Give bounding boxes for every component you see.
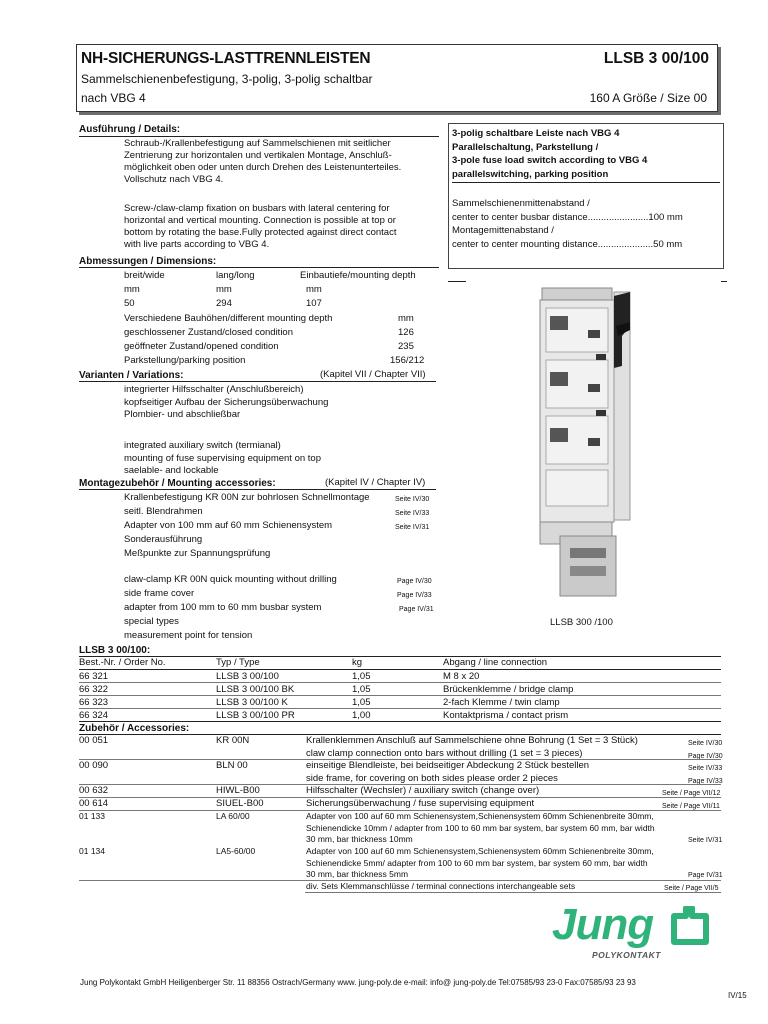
- mount-page: Page IV/33: [397, 592, 432, 599]
- order-table-heading: LLSB 3 00/100:: [79, 645, 151, 656]
- order-type: LLSB 3 00/100 PR: [216, 710, 295, 721]
- mount-page: Seite IV/33: [395, 510, 430, 517]
- mount-page: Seite IV/30: [395, 496, 430, 503]
- order-kg: 1,00: [352, 710, 371, 721]
- height-value: 126: [398, 327, 414, 338]
- col-header-order-no: Best.-Nr. / Order No.: [79, 657, 166, 668]
- text-line: kopfseitiger Aufbau der Sicherungsüberwachung: [124, 396, 329, 408]
- acc-type: HIWL-B00: [216, 785, 260, 796]
- header-box: [76, 44, 718, 112]
- acc-line: 30 mm, bar thickness 10mm: [306, 834, 413, 844]
- text-line: Montagemittenabstand /: [452, 225, 554, 236]
- col-header-connection: Abgang / line connection: [443, 657, 548, 668]
- height-label: Parkstellung/parking position: [124, 355, 246, 366]
- info-distances: [452, 197, 683, 251]
- text-line: 3-pole fuse load switch according to VBG 4: [452, 155, 648, 166]
- acc-line: div. Sets Klemmanschlüsse / terminal connections interchangeable sets: [306, 881, 576, 891]
- col-header-kg: kg: [352, 657, 363, 668]
- height-value: 156/212: [390, 355, 425, 366]
- acc-no: 00 090: [79, 760, 109, 771]
- acc-line: einseitige Blendleiste, bei beidseitiger Abdeckung 2 Stück bestellen: [306, 760, 590, 771]
- mount-item: Krallenbefestigung KR 00N zur bohrlosen Schnellmontage: [124, 492, 370, 503]
- execution-heading: Ausführung / Details:: [79, 124, 181, 135]
- acc-line: Adapter von 100 auf 60 mm Schienensystem,Schienensystem 60mm Schienenbreite 30mm,: [306, 811, 654, 821]
- text-line: bottom by rotating the base.Fully protected against direct contact: [124, 227, 397, 238]
- text-line: parallelswitching, parking position: [452, 168, 609, 180]
- variants-ref: (Kapitel VII / Chapter VII): [320, 369, 426, 380]
- variants-en: [124, 440, 321, 478]
- dim-unit: mm: [306, 284, 322, 295]
- acc-page: Seite / Page VII/11: [662, 803, 720, 810]
- text-line: 3-polig schaltbare Leiste nach VBG 4: [452, 128, 620, 139]
- subtitle-1: Sammelschienenbefestigung, 3-polig, 3-polig schaltbar: [81, 72, 373, 86]
- acc-page: Seite / Page VII/5: [664, 885, 719, 892]
- product-caption: LLSB 300 /100: [550, 617, 613, 628]
- mounting-ref: (Kapitel IV / Chapter IV): [325, 477, 426, 488]
- acc-page: Seite IV/30: [688, 740, 723, 747]
- mount-item: seitl. Blendrahmen: [124, 506, 203, 517]
- acc-type: BLN 00: [216, 760, 248, 771]
- mount-page: Page IV/31: [399, 606, 434, 613]
- product-image: [530, 286, 650, 602]
- acc-no: 01 133: [79, 811, 105, 821]
- dim-header-wide: breit/wide: [124, 270, 165, 281]
- logo-tagline: POLYKONTAKT: [592, 950, 661, 960]
- mounting-heading: Montagezubehör / Mounting accessories:: [79, 478, 276, 489]
- mount-item: special types: [124, 616, 179, 627]
- text-line: center to center busbar distance.......................100 mm: [452, 211, 683, 223]
- mount-item: Meßpunkte zur Spannungsprüfung: [124, 548, 271, 559]
- execution-en: [124, 203, 397, 251]
- height-label: geschlossener Zustand/closed condition: [124, 327, 293, 338]
- size-label: 160 A Größe / Size 00: [589, 91, 707, 105]
- variants-de: [124, 384, 328, 422]
- order-type: LLSB 3 00/100 BK: [216, 684, 295, 695]
- text-line: möglichkeit oben oder unten durch Drehen des Leistenunterteiles.: [124, 162, 402, 173]
- order-kg: 1,05: [352, 684, 371, 695]
- text-line: mounting of fuse supervising equipment on top: [124, 452, 321, 464]
- mount-item: side frame cover: [124, 588, 195, 599]
- variants-heading: Varianten / Variations:: [79, 370, 184, 381]
- mount-item: claw-clamp KR 00N quick mounting without drilling: [124, 574, 337, 585]
- order-kg: 1,05: [352, 671, 371, 682]
- order-connection: 2-fach Klemme / twin clamp: [443, 697, 560, 708]
- height-value: 235: [398, 341, 414, 352]
- accessories-heading: Zubehör / Accessories:: [79, 723, 190, 734]
- mount-page: Seite IV/31: [395, 524, 430, 531]
- order-no: 66 323: [79, 697, 109, 708]
- acc-text: [306, 811, 655, 846]
- logo-wordmark: Jung: [552, 900, 654, 949]
- text-line: horizontal and vertical mounting. Connection is possible at top or: [124, 215, 396, 226]
- dim-value: 107: [306, 298, 322, 309]
- acc-no: 00 051: [79, 735, 109, 746]
- info-title: [452, 127, 647, 181]
- acc-line: Schienendicke 10mm / adapter from 100 to 60 mm bar system, bar system 60 mm, bar width: [306, 822, 655, 833]
- acc-line: side frame, for covering on both sides please order 2 pieces: [306, 773, 558, 784]
- text-line: integrierter Hilfsschalter (Anschlußbereich): [124, 384, 304, 395]
- acc-type: LA 60/00: [216, 811, 250, 821]
- acc-page: Page IV/33: [688, 778, 723, 785]
- text-line: Sammelschienenmittenabstand /: [452, 198, 590, 209]
- mount-item: Adapter von 100 mm auf 60 mm Schienensystem: [124, 520, 333, 531]
- dim-header-long: lang/long: [216, 270, 255, 281]
- product-code: LLSB 3 00/100: [603, 50, 709, 67]
- acc-page: Seite IV/33: [688, 765, 723, 772]
- order-connection: M 8 x 20: [443, 671, 480, 682]
- acc-text: [306, 846, 654, 881]
- logo-mark-icon: [668, 906, 712, 946]
- subtitle-2: nach VBG 4: [81, 91, 146, 105]
- order-connection: Kontaktprisma / contact prism: [443, 710, 569, 721]
- acc-page: Seite IV/31: [688, 837, 723, 844]
- dim-value: 50: [124, 298, 135, 309]
- height-label: Verschiedene Bauhöhen/different mounting depth: [124, 313, 333, 324]
- mount-page: Page IV/30: [397, 578, 432, 585]
- text-line: Vollschutz nach VBG 4.: [124, 174, 224, 185]
- text-line: integrated auxiliary switch (termianal): [124, 440, 281, 451]
- acc-no: 00 632: [79, 785, 109, 796]
- height-value: mm: [398, 313, 414, 324]
- order-no: 66 324: [79, 710, 109, 721]
- text-line: with live parts according to VBG 4.: [124, 239, 270, 250]
- acc-line: Adapter von 100 auf 60 mm Schienensystem,Schienensystem 60mm Schienenbreite 30mm,: [306, 846, 654, 856]
- dim-value: 294: [216, 298, 232, 309]
- acc-line: Krallenklemmen Anschluß auf Sammelschiene ohne Bohrung (1 Set = 3 Stück): [306, 735, 638, 746]
- order-type: LLSB 3 00/100: [216, 671, 279, 682]
- order-kg: 1,05: [352, 697, 371, 708]
- acc-line: Sicherungsüberwachung / fuse supervising equipment: [306, 798, 535, 809]
- text-line: Screw-/claw-clamp fixation on busbars with lateral centering for: [124, 203, 390, 214]
- acc-no: 01 134: [79, 846, 105, 856]
- dimensions-heading: Abmessungen / Dimensions:: [79, 256, 217, 267]
- jung-logo: [552, 902, 722, 972]
- order-no: 66 321: [79, 671, 109, 682]
- execution-de: [124, 138, 401, 186]
- acc-page: Seite / Page VII/12: [662, 790, 721, 797]
- dim-header-depth: Einbautiefe/mounting depth: [300, 270, 416, 281]
- text-line: Zentrierung zur horizontalen und vertikalen Montage, Anschluß-: [124, 150, 392, 161]
- acc-line: Schienendicke 5mm/ adapter from 100 to 60 mm bar system, bar system 60 mm, bar width: [306, 857, 648, 868]
- page-title: NH-SICHERUNGS-LASTTRENNLEISTEN: [81, 50, 371, 67]
- acc-line: 30 mm, bar thickness 5mm: [306, 869, 409, 879]
- acc-line: claw clamp connection onto bars without drilling (1 set = 3 pieces): [306, 748, 583, 759]
- order-type: LLSB 3 00/100 K: [216, 697, 288, 708]
- mount-item: Sonderausführung: [124, 534, 203, 545]
- acc-no: 00 614: [79, 798, 109, 809]
- dim-unit: mm: [216, 284, 232, 295]
- col-header-type: Typ / Type: [216, 657, 260, 668]
- text-line: Parallelschaltung, Parkstellung /: [452, 141, 599, 153]
- text-line: saelable- and lockable: [124, 465, 219, 476]
- acc-page: Page IV/31: [688, 872, 723, 879]
- page-number: IV/15: [728, 991, 747, 1000]
- info-box: [448, 123, 724, 269]
- text-line: Schraub-/Krallenbefestigung auf Sammelschienen mit seitlicher: [124, 138, 391, 149]
- order-no: 66 322: [79, 684, 109, 695]
- text-line: center to center mounting distance.....................50 mm: [452, 238, 683, 250]
- height-label: geöffneter Zustand/opened condition: [124, 341, 279, 352]
- mount-item: adapter from 100 mm to 60 mm busbar system: [124, 602, 322, 613]
- dim-unit: mm: [124, 284, 140, 295]
- mount-item: measurement point for tension: [124, 630, 253, 641]
- footer-address: Jung Polykontakt GmbH Heiligenberger Str. 11 88356 Ostrach/Germany www. jung-poly.de e-mail: info@ jung-poly.de Tel:07585/93 23-0 Fax:07585/93 23 93: [80, 978, 636, 987]
- acc-type: KR 00N: [216, 735, 250, 746]
- acc-page: Page IV/30: [688, 753, 723, 760]
- acc-type: SIUEL-B00: [216, 798, 264, 809]
- order-connection: Brückenklemme / bridge clamp: [443, 684, 574, 695]
- acc-type: LA5-60/00: [216, 846, 256, 856]
- acc-line: Hilfsschalter (Wechsler) / auxiliary switch (change over): [306, 785, 540, 796]
- text-line: Plombier- und abschließbar: [124, 409, 241, 420]
